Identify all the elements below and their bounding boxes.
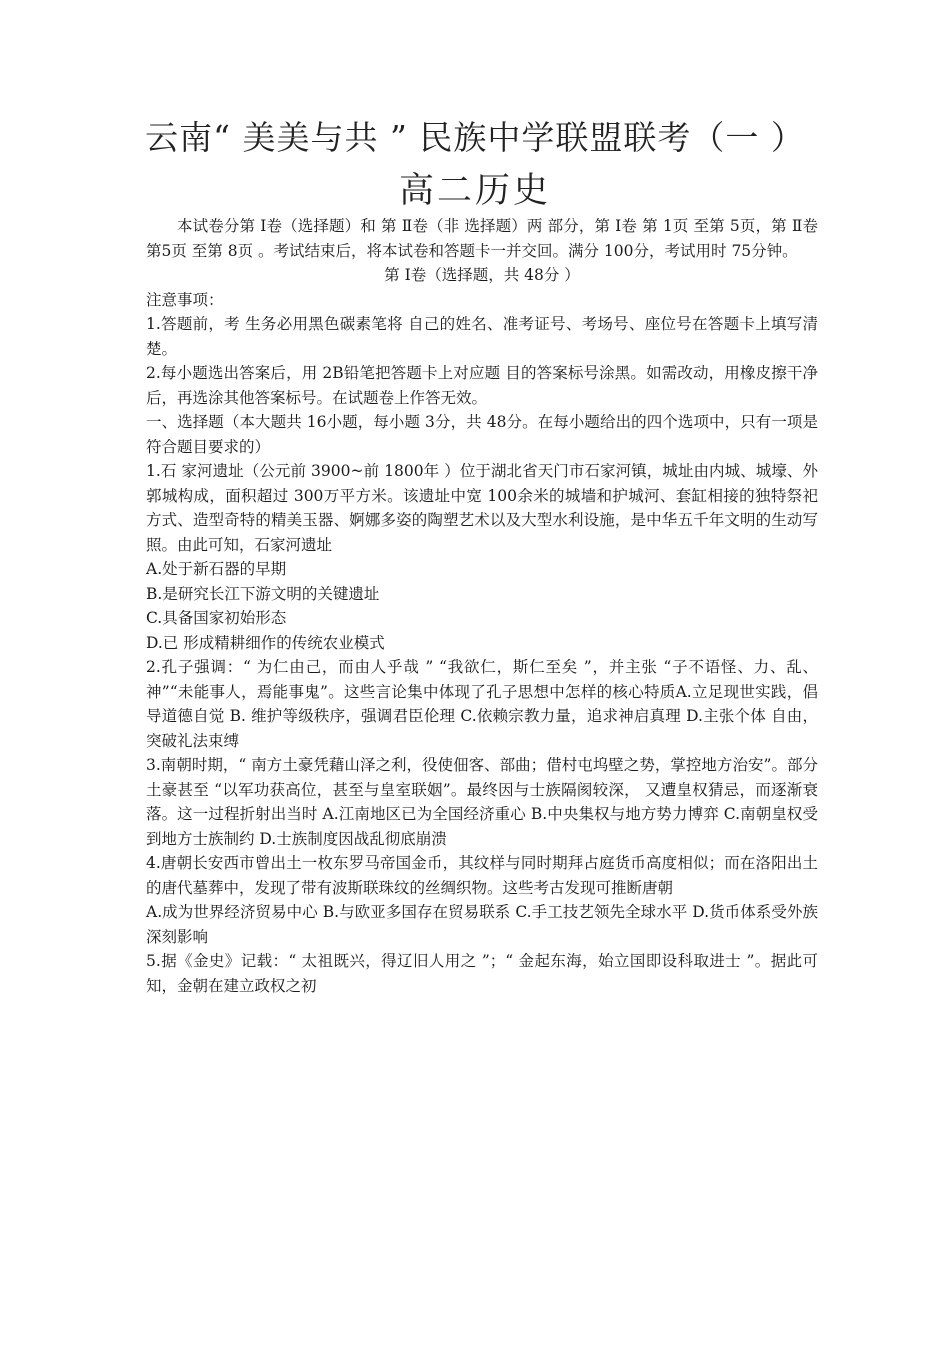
question-3-stem: 3.南朝时期，“ 南方土豪凭藉山泽之利，役使佃客、部曲；借村屯坞壁之势，掌控地方治安”。部分土豪甚至 “以军功获高位，甚至与皇室联姻”。最终因与士族隔阂较深， 又遭皇权猜忌，而逐渐衰落。这一过程折射出当时 [146,756,818,823]
question-1-option-b: B.是研究长江下游文明的关键遗址 [146,584,380,603]
exam-subject: 高二历史 [398,171,551,211]
question-5-stem: 5.据《金史》记载：“ 太祖既兴，得辽旧人用之 ”；“ 金起东海，始立国即设科取进士 ”。据此可知，金朝在建立政权之初 [146,952,818,995]
question-1-option-a: A.处于新石器的早期 [146,560,287,578]
notes-heading: 注意事项： [146,290,224,309]
question-1-option-c: C.具备国家初始形态 [146,609,287,627]
note-item: 1.答题前，考 生务必用黑色碳素笔将 自己的姓名、准考证号、考场号、座位号在答题卡上填写清楚。 [146,315,818,358]
exam-body [146,214,818,998]
question-2 [146,655,818,753]
question-2-options: A.立足现世实践，倡导道德自觉 B. 维护等级秩序，强调君臣伦理 C.依赖宗教力量，追求神启真理 D.主张个体 自由，突破礼法束缚 [146,682,819,750]
question-3-options: A.江南地区已为全国经济重心 B.中央集权与地方势力博弈 C.南朝皇权受到地方士族制约 D.士族制度因战乱彻底崩溃 [146,805,818,848]
note-item: 2.每小题选出答案后，用 2B铅笔把答题卡上对应题 目的答案标号涂黑。如需改动，用橡皮擦干净后，再选涂其他答案标号。在试题卷上作答无效。 [146,364,818,407]
question-1-option-d: D.已 形成精耕细作的传统农业模式 [146,633,385,652]
question-2-stem: 2.孔子强调：“ 为仁由己，而由人乎哉 ” “我欲仁，斯仁至矣 ”，并主张 “子不语怪、力、乱、神”“未能事人，焉能事鬼”。这些言论集中体现了孔子思想中怎样的核心特质 [146,658,818,701]
question-3 [146,753,818,851]
question-4-options: A.成为世界经济贸易中心 B.与欧亚多国存在贸易联系 C.手工技艺领先全球水平 D.货币体系受外族深刻影响 [146,903,818,946]
question-1-stem: 1.石 家河遗址（公元前 3900~前 1800年 ）位于湖北省天门市石家河镇，城址由内城、城壕、外郭城构成，面积超过 300万平方米。该遗址中宽 100余米的城墙和护城河、套缸相接的独特祭祀方式、造型奇特的精美玉器、婀娜多姿的陶塑艺术以及大型水利设施，是中华五千年文明的生动写照。由此可知，石家河遗址 [146,462,818,554]
intro-paragraph: 本试卷分第 Ⅰ卷（选择题）和 第 Ⅱ卷（非 选择题）两 部分，第 Ⅰ卷 第 1页 至第 5页，第 Ⅱ卷第5页 至第 8页 。考试结束后，将本试卷和答题卡一并交回。满分 100分，考试用时 75分钟。 [146,217,818,260]
question-4-stem: 4.唐朝长安西市曾出土一枚东罗马帝国金币，其纹样与同时期拜占庭货币高度相似；而在洛阳出土的唐代墓葬中，发现了带有波斯联珠纹的丝绸织物。这些考古发现可推断唐朝 [146,854,818,897]
section-title: 第 Ⅰ卷（选择题，共 48分 ） [384,266,580,284]
part-one-heading: 一、选择题（本大题共 16小题，每小题 3分，共 48分。在每小题给出的四个选项中，只有一项是符合题目要求的） [146,413,818,456]
exam-title: 云南“ 美美与共 ” 民族中学联盟联考（一 ） [145,118,805,157]
